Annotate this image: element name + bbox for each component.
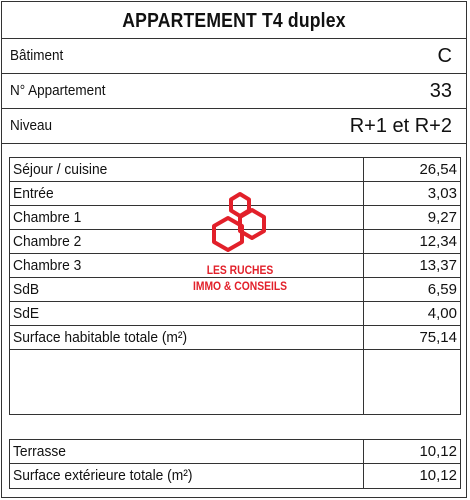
- exterior-area: 10,12: [363, 440, 460, 463]
- room-area: 6,59: [363, 278, 460, 301]
- exterior-label: Terrasse: [13, 443, 66, 460]
- room-area: 26,54: [363, 158, 460, 181]
- room-area: 3,03: [363, 182, 460, 205]
- total-living-label: Surface habitable totale (m²): [13, 329, 188, 346]
- page-title: APPARTEMENT T4 duplex: [122, 10, 346, 32]
- room-label: Entrée: [13, 185, 54, 202]
- apartment-number-row: [2, 73, 466, 108]
- table-row: [10, 158, 460, 182]
- room-label: Séjour / cuisine: [13, 161, 108, 178]
- room-area: 4,00: [363, 302, 460, 325]
- total-exterior-row: [10, 464, 460, 488]
- spacer-cell: [363, 350, 460, 414]
- building-label: Bâtiment: [10, 47, 64, 64]
- building-value: C: [437, 45, 452, 67]
- logo-text-line1: LES RUCHES: [206, 263, 274, 277]
- exterior-table: [9, 439, 461, 489]
- total-exterior-label: Surface extérieure totale (m²): [13, 467, 193, 484]
- total-living-value: 75,14: [363, 326, 460, 349]
- apartment-number-label: N° Appartement: [10, 82, 106, 99]
- table-row: [10, 440, 460, 464]
- level-value: R+1 et R+2: [349, 115, 452, 137]
- room-label: SdB: [13, 281, 40, 298]
- room-label: Chambre 2: [13, 233, 82, 250]
- table-row: [10, 302, 460, 326]
- room-area: 13,37: [363, 254, 460, 277]
- apartment-number-value: 33: [429, 80, 452, 102]
- logo-text-line2: IMMO & CONSEILS: [192, 279, 288, 293]
- table-spacer: [10, 350, 460, 414]
- total-living-row: [10, 326, 460, 350]
- header-divider: [2, 143, 466, 144]
- level-label: Niveau: [10, 117, 53, 134]
- room-label: Chambre 3: [13, 257, 82, 274]
- company-logo: [180, 190, 300, 300]
- level-row: [2, 108, 466, 143]
- total-exterior-value: 10,12: [363, 464, 460, 488]
- room-area: 9,27: [363, 206, 460, 229]
- honeycomb-icon: [202, 190, 278, 260]
- room-label: Chambre 1: [13, 209, 82, 226]
- room-area: 12,34: [363, 230, 460, 253]
- room-label: SdE: [13, 305, 40, 322]
- building-row: [2, 38, 466, 73]
